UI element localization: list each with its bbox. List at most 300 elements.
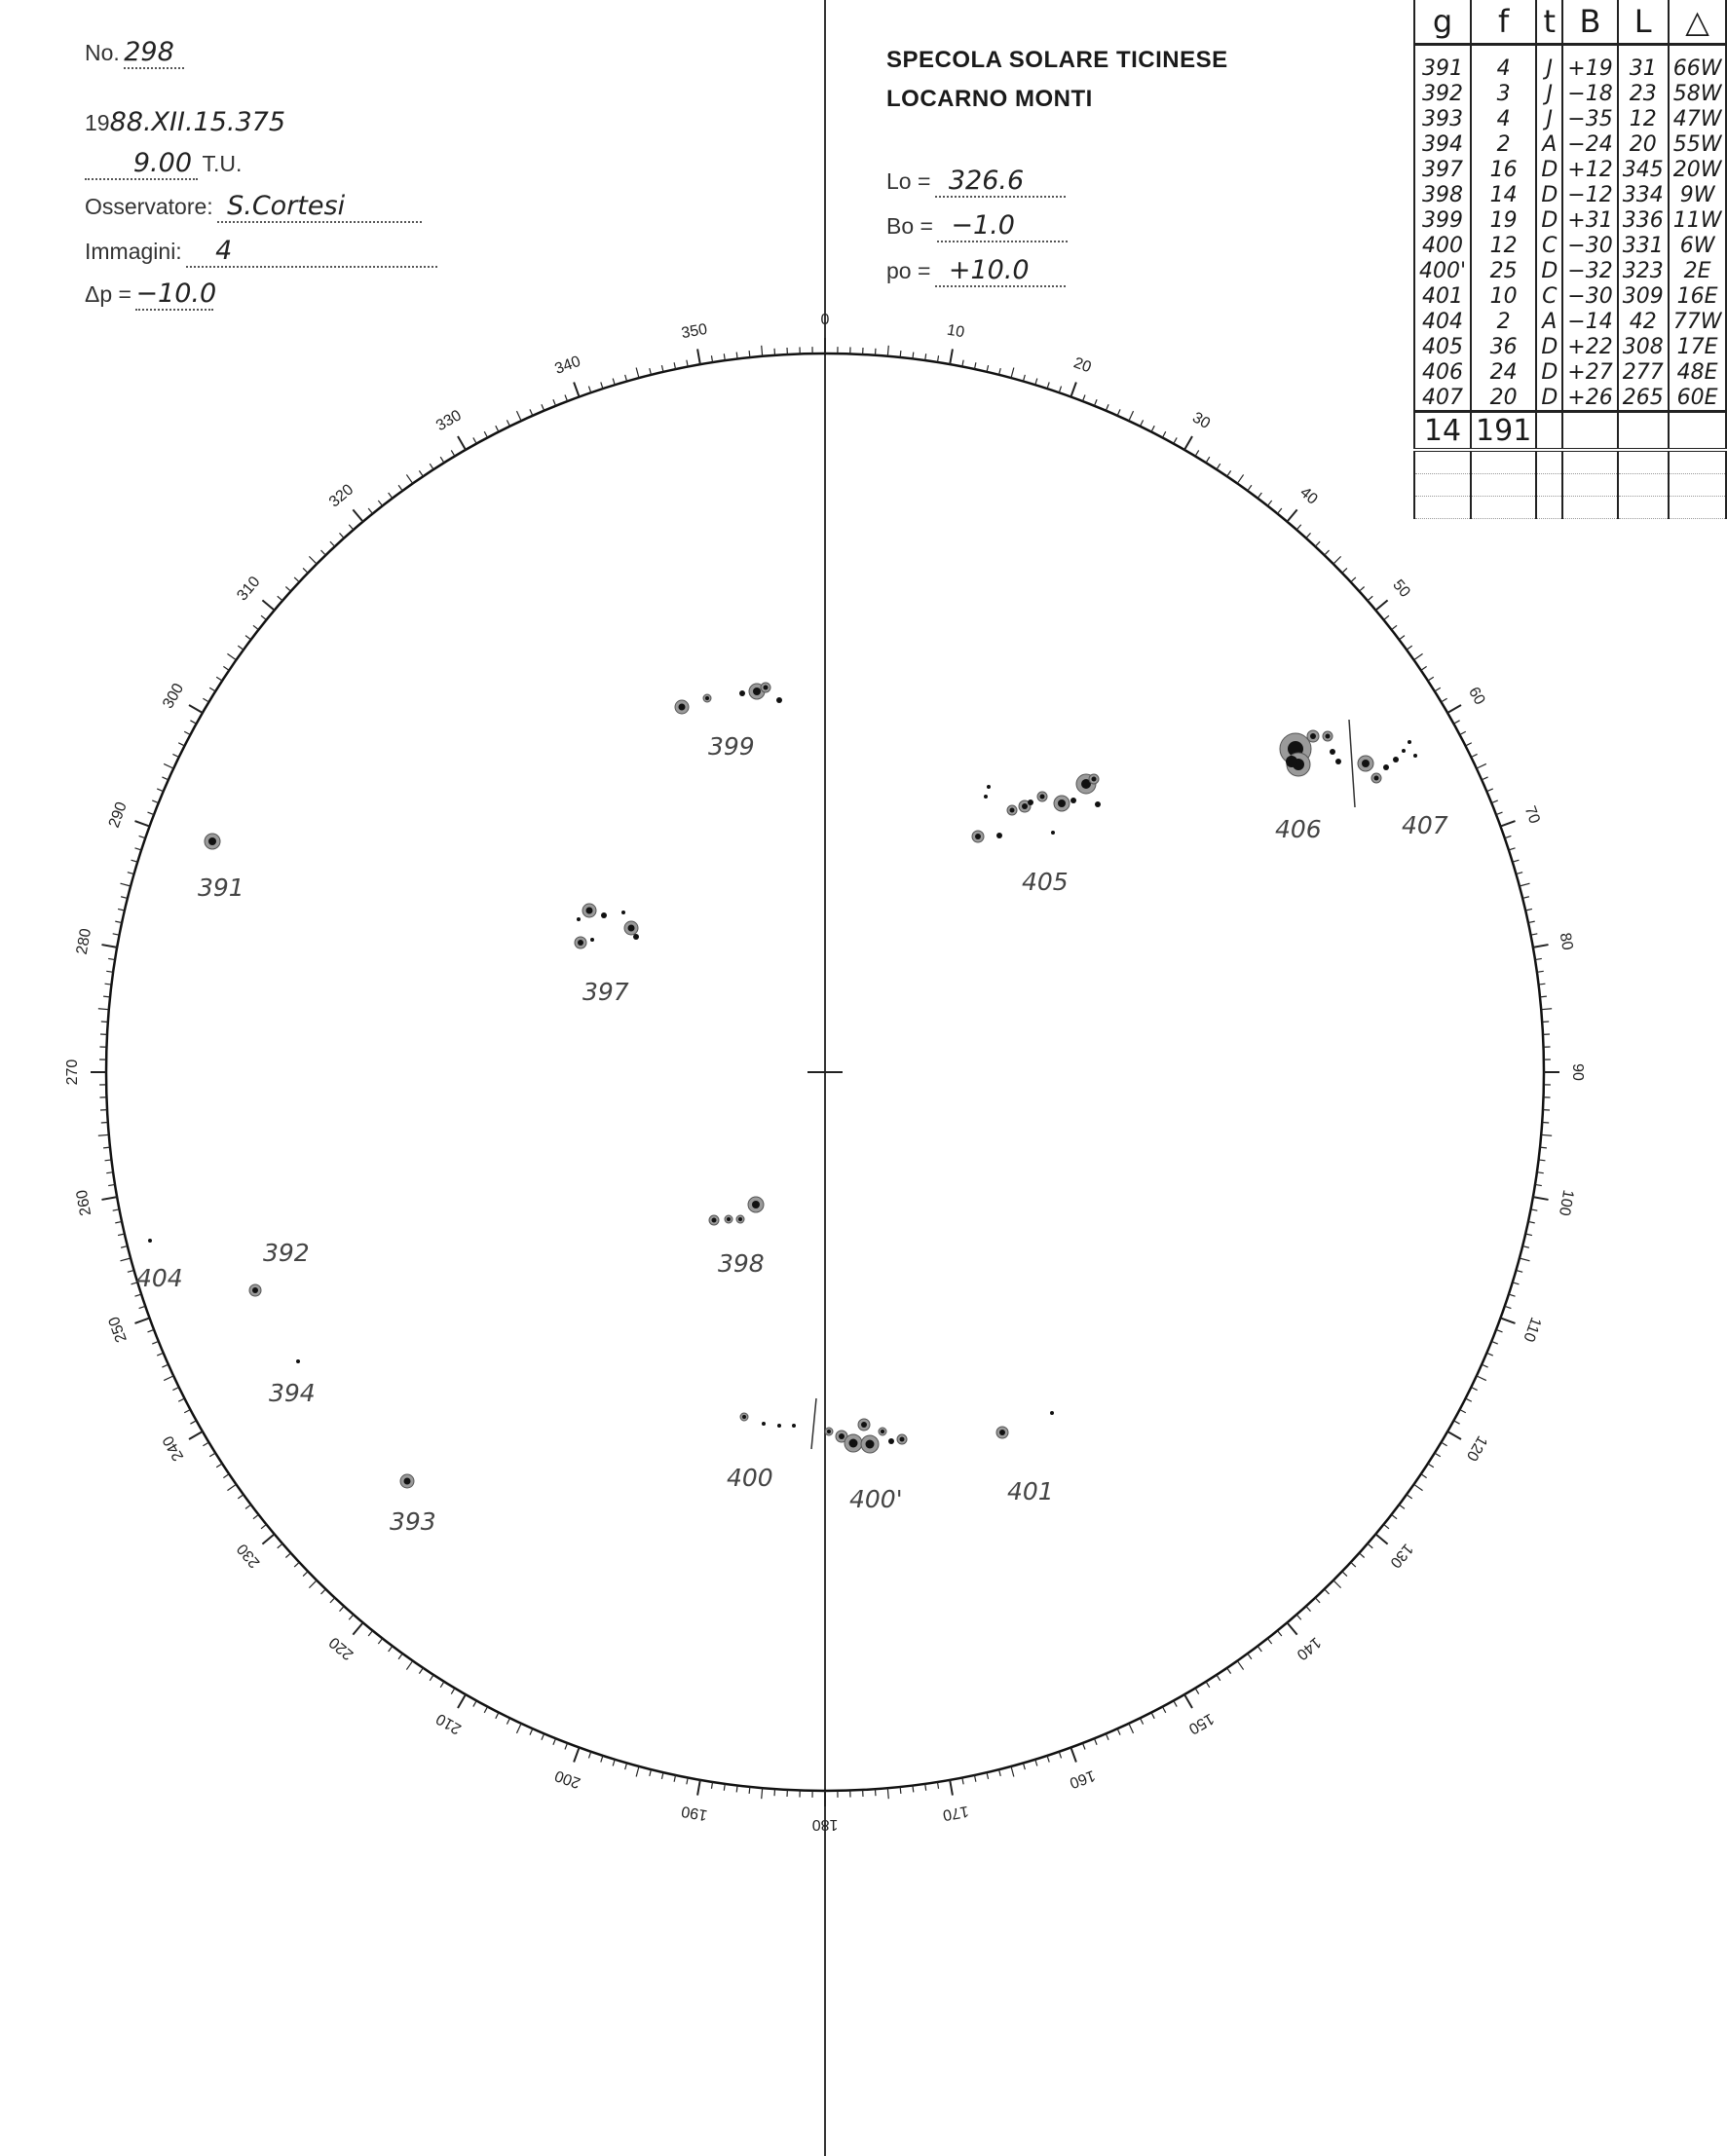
position-angle-tick: [1070, 382, 1075, 396]
position-angle-tick: [262, 600, 274, 610]
number-value: 298: [124, 37, 184, 69]
sunspot-umbra: [975, 834, 981, 839]
cell-delta: 9W: [1669, 182, 1727, 207]
position-angle-tick: [1296, 525, 1301, 530]
cell-b: −35: [1562, 106, 1617, 131]
position-angle-tick: [253, 625, 259, 629]
group-label-401: 401: [1007, 1477, 1054, 1505]
position-angle-tick: [190, 1421, 196, 1424]
sunspot-umbra: [252, 1287, 258, 1293]
p0-label: po =: [886, 258, 931, 283]
position-angle-tick: [1174, 437, 1177, 443]
position-angle-tick: [1392, 1514, 1398, 1518]
position-angle-tick: [1184, 436, 1192, 450]
position-angle-tick: [115, 921, 122, 922]
scale-label-180: 180: [811, 1815, 839, 1833]
position-angle-tick: [1522, 1246, 1529, 1248]
cell-f: 14: [1471, 182, 1536, 207]
position-angle-tick: [184, 731, 190, 734]
position-angle-tick: [1174, 1700, 1177, 1706]
position-angle-tick: [184, 1409, 190, 1412]
position-angle-tick: [736, 1785, 737, 1792]
position-angle-tick: [913, 1785, 914, 1792]
position-angle-tick: [1368, 1543, 1372, 1548]
position-angle-tick: [152, 800, 158, 803]
position-angle-tick: [1482, 777, 1487, 780]
cell-b: +22: [1562, 334, 1617, 359]
sunspot-dot: [1330, 749, 1335, 755]
sunspot-dot: [1335, 759, 1341, 764]
position-angle-tick: [1477, 1376, 1486, 1381]
position-angle-tick: [1496, 812, 1503, 815]
position-angle-tick: [588, 1752, 590, 1759]
scale-label-20: 20: [1070, 354, 1094, 377]
position-angle-tick: [496, 1713, 499, 1719]
position-angle-tick: [339, 533, 344, 538]
scale-label-220: 220: [325, 1633, 357, 1663]
position-angle-tick: [530, 409, 533, 415]
position-angle-tick: [1407, 1495, 1412, 1499]
position-angle-tick: [601, 1756, 603, 1763]
position-angle-tick: [507, 1718, 509, 1724]
cell-b: −32: [1562, 258, 1617, 283]
position-angle-tick: [339, 1606, 344, 1611]
cell-l: 277: [1618, 359, 1669, 385]
position-angle-tick: [1342, 1572, 1347, 1577]
cell-l: 265: [1618, 385, 1669, 412]
position-angle-tick: [162, 777, 168, 780]
position-angle-tick: [1082, 1743, 1085, 1750]
position-angle-tick: [1333, 556, 1341, 564]
position-angle-tick: [674, 1775, 675, 1782]
position-angle-tick: [1520, 883, 1530, 886]
position-angle-tick: [1520, 1258, 1530, 1261]
position-angle-tick: [1106, 404, 1108, 410]
position-angle-tick: [1035, 1760, 1037, 1766]
cell-f: 36: [1471, 334, 1536, 359]
position-angle-tick: [987, 365, 989, 372]
sunspot-umbra: [861, 1422, 867, 1428]
position-angle-tick: [516, 411, 521, 421]
position-angle-tick: [101, 1197, 117, 1200]
col-header-t: t: [1536, 0, 1562, 45]
col-header-delta: △: [1669, 0, 1727, 45]
position-angle-tick: [913, 353, 914, 359]
sunspot-dot: [601, 912, 607, 918]
group-divider-400: [811, 1398, 816, 1449]
position-angle-tick: [1306, 1606, 1311, 1611]
position-angle-tick: [1141, 1718, 1144, 1724]
position-angle-tick: [1466, 743, 1472, 746]
position-angle-tick: [430, 1675, 433, 1681]
position-angle-tick: [496, 426, 499, 431]
position-angle-tick: [172, 1388, 178, 1391]
institution-line1: SPECOLA SOLARE TICINESE: [886, 47, 1228, 73]
cell-g: 400': [1414, 258, 1471, 283]
sunspot-umbra: [586, 908, 593, 914]
scale-label-170: 170: [941, 1802, 970, 1824]
sunspot-umbra: [727, 1217, 731, 1221]
cell-b: −30: [1562, 233, 1617, 258]
position-angle-tick: [1442, 698, 1447, 702]
position-angle-tick: [285, 1553, 290, 1558]
sunspot-umbra: [1040, 795, 1045, 799]
group-label-399: 399: [708, 732, 755, 761]
cell-g: 391: [1414, 45, 1471, 82]
position-angle-tick: [507, 420, 509, 426]
position-angle-tick: [1509, 1294, 1516, 1296]
scale-label-120: 120: [1462, 1432, 1490, 1464]
position-angle-tick: [1540, 996, 1547, 997]
position-angle-tick: [105, 984, 112, 985]
cell-b: +26: [1562, 385, 1617, 412]
date-value: 88.XII.15.375: [109, 107, 286, 137]
sunspot-dot: [590, 938, 594, 942]
position-angle-tick: [134, 1318, 149, 1322]
cell-f: 20: [1471, 385, 1536, 412]
cell-delta: 11W: [1669, 207, 1727, 233]
observer-value: S.Cortesi: [217, 191, 422, 223]
position-angle-tick: [1217, 464, 1220, 469]
position-angle-tick: [115, 1221, 122, 1222]
position-angle-tick: [1528, 1221, 1535, 1222]
sunspot-dot: [1383, 764, 1389, 770]
cell-l: 23: [1618, 81, 1669, 106]
position-angle-tick: [1435, 688, 1441, 691]
sunspot-dot: [1028, 799, 1033, 805]
position-angle-tick: [121, 897, 128, 899]
position-angle-tick: [209, 688, 215, 691]
position-angle-tick: [1505, 836, 1512, 837]
cell-t: D: [1536, 182, 1562, 207]
cell-t: C: [1536, 233, 1562, 258]
position-angle-tick: [378, 1639, 382, 1645]
position-angle-tick: [1277, 1631, 1281, 1636]
position-angle-tick: [103, 996, 110, 997]
position-angle-tick: [1059, 387, 1061, 393]
position-angle-tick: [1533, 945, 1549, 948]
group-divider-406: [1349, 720, 1355, 807]
position-angle-tick: [1435, 1453, 1441, 1457]
position-angle-tick: [1129, 1724, 1134, 1733]
cell-f: 3: [1471, 81, 1536, 106]
position-angle-tick: [253, 1514, 259, 1518]
sunspot-umbra: [1092, 777, 1097, 782]
number-label: No.: [85, 40, 120, 65]
cell-delta: 48E: [1669, 359, 1727, 385]
position-angle-tick: [458, 1694, 466, 1708]
cell-g: 392: [1414, 81, 1471, 106]
position-angle-tick: [1151, 1713, 1154, 1719]
position-angle-tick: [294, 1562, 299, 1567]
cell-f: 4: [1471, 106, 1536, 131]
position-angle-tick: [147, 1329, 154, 1332]
position-angle-tick: [1453, 721, 1459, 724]
cell-l: 334: [1618, 182, 1669, 207]
position-angle-tick: [1117, 409, 1120, 415]
position-angle-tick: [1059, 1752, 1061, 1759]
sunspot-dot: [792, 1424, 796, 1428]
position-angle-tick: [349, 1615, 354, 1619]
position-angle-tick: [1227, 470, 1231, 476]
position-angle-tick: [245, 636, 251, 640]
position-angle-tick: [1500, 1318, 1515, 1322]
position-angle-tick: [1505, 1306, 1512, 1308]
position-angle-tick: [216, 677, 222, 681]
sunspot-dot: [1408, 740, 1411, 744]
sunspot-umbra: [705, 696, 709, 700]
position-angle-tick: [227, 1484, 236, 1490]
cell-l: 31: [1618, 45, 1669, 82]
position-angle-tick: [178, 743, 184, 746]
cell-g: 407: [1414, 385, 1471, 412]
sunspot-umbra: [839, 1433, 845, 1439]
position-angle-tick: [419, 470, 423, 476]
position-angle-tick: [473, 1700, 476, 1706]
group-label-400b: 400': [849, 1485, 903, 1513]
sunspot-umbra: [866, 1440, 875, 1449]
b0-value: −1.0: [937, 210, 1068, 242]
position-angle-tick: [1162, 1707, 1165, 1713]
cell-delta: 60E: [1669, 385, 1727, 412]
scale-label-50: 50: [1389, 576, 1413, 601]
cell-l: 308: [1618, 334, 1669, 359]
position-angle-tick: [1237, 1661, 1243, 1670]
group-label-406: 406: [1275, 815, 1322, 843]
position-angle-tick: [406, 1661, 412, 1670]
position-angle-tick: [440, 1682, 444, 1688]
cell-t: A: [1536, 309, 1562, 334]
position-angle-tick: [1399, 1505, 1405, 1508]
position-angle-tick: [1351, 1562, 1356, 1567]
position-angle-tick: [1195, 1689, 1199, 1694]
position-angle-tick: [1248, 1654, 1252, 1659]
cell-g: 404: [1414, 309, 1471, 334]
cell-t: J: [1536, 81, 1562, 106]
sunspot-umbra: [628, 925, 635, 932]
position-angle-tick: [320, 1589, 325, 1594]
sunspot-umbra: [738, 1217, 742, 1221]
group-label-407: 407: [1402, 811, 1448, 839]
cell-f: 25: [1471, 258, 1536, 283]
position-angle-tick: [1368, 596, 1372, 601]
position-angle-tick: [697, 1780, 700, 1796]
position-angle-tick: [157, 789, 163, 792]
scale-label-90: 90: [1568, 1063, 1586, 1081]
scale-label-300: 300: [160, 681, 188, 712]
position-angle-tick: [661, 365, 663, 372]
position-angle-tick: [1141, 420, 1144, 426]
position-angle-tick: [484, 431, 487, 437]
cell-l: 336: [1618, 207, 1669, 233]
position-angle-tick: [303, 1572, 308, 1577]
total-spots: 191: [1471, 412, 1536, 451]
cell-b: −12: [1562, 182, 1617, 207]
position-angle-tick: [245, 1505, 251, 1508]
cell-delta: 16E: [1669, 283, 1727, 309]
position-angle-tick: [139, 1306, 146, 1308]
group-label-391: 391: [198, 874, 244, 902]
position-angle-tick: [516, 1724, 521, 1733]
position-angle-tick: [636, 368, 639, 379]
position-angle-tick: [1359, 586, 1364, 591]
scale-label-40: 40: [1296, 484, 1321, 508]
col-header-b: B: [1562, 0, 1617, 45]
cell-l: 309: [1618, 283, 1669, 309]
scale-label-330: 330: [433, 407, 465, 435]
position-angle-tick: [1094, 1738, 1097, 1744]
position-angle-tick: [134, 1294, 141, 1296]
position-angle-tick: [1460, 731, 1466, 734]
position-angle-tick: [1325, 550, 1330, 555]
sunspot-dot: [984, 795, 988, 799]
position-angle-tick: [736, 353, 737, 359]
position-angle-tick: [1094, 399, 1097, 405]
position-angle-tick: [157, 1353, 163, 1356]
position-angle-tick: [178, 1398, 184, 1401]
position-angle-tick: [118, 1234, 125, 1236]
time-value: 9.00: [85, 148, 198, 180]
position-angle-tick: [553, 399, 556, 405]
cell-l: 42: [1618, 309, 1669, 334]
position-angle-tick: [636, 1766, 639, 1777]
position-angle-tick: [900, 1787, 901, 1794]
scale-label-30: 30: [1189, 409, 1214, 433]
sunspot-umbra: [827, 1430, 831, 1433]
cell-t: D: [1536, 207, 1562, 233]
scale-label-190: 190: [680, 1802, 709, 1824]
total-groups: 14: [1414, 412, 1471, 451]
position-angle-tick: [1359, 1553, 1364, 1558]
scale-label-210: 210: [433, 1709, 465, 1737]
position-angle-tick: [309, 556, 317, 564]
cell-t: D: [1536, 385, 1562, 412]
position-angle-tick: [261, 1524, 266, 1528]
position-angle-tick: [1151, 426, 1154, 431]
sunspot-umbra: [849, 1439, 858, 1448]
position-angle-tick: [1399, 636, 1405, 640]
position-angle-tick: [238, 1495, 244, 1499]
position-angle-tick: [98, 1134, 109, 1135]
position-angle-tick: [1287, 1622, 1296, 1634]
observer-label: Osservatore:: [85, 194, 213, 219]
position-angle-tick: [378, 501, 382, 506]
sunspot-dot: [987, 785, 991, 789]
position-angle-tick: [209, 1453, 215, 1457]
position-angle-tick: [900, 351, 901, 357]
sunspot-umbra: [1310, 733, 1316, 739]
scale-label-280: 280: [73, 927, 95, 956]
position-angle-tick: [530, 1729, 533, 1734]
cell-delta: 47W: [1669, 106, 1727, 131]
position-angle-tick: [1525, 1234, 1532, 1236]
l0-label: Lo =: [886, 168, 931, 194]
position-angle-tick: [398, 485, 402, 491]
cell-f: 2: [1471, 131, 1536, 157]
position-angle-tick: [1333, 1580, 1341, 1588]
position-angle-tick: [1011, 368, 1014, 379]
cell-t: D: [1536, 157, 1562, 182]
position-angle-tick: [320, 550, 325, 555]
date-prefix: 19: [85, 110, 110, 135]
position-angle-tick: [1206, 1682, 1210, 1688]
position-angle-tick: [1129, 411, 1134, 421]
position-angle-tick: [1453, 1421, 1459, 1424]
position-angle-tick: [353, 1622, 362, 1634]
position-angle-tick: [1392, 625, 1398, 629]
position-angle-tick: [697, 349, 700, 364]
position-angle-tick: [1277, 508, 1281, 513]
sunspot-umbra: [1362, 760, 1370, 767]
cell-g: 397: [1414, 157, 1471, 182]
position-angle-tick: [1428, 1464, 1434, 1468]
position-angle-tick: [674, 362, 675, 369]
position-angle-tick: [139, 836, 146, 837]
sunspot-umbra: [578, 940, 583, 946]
position-angle-tick: [458, 436, 466, 450]
cell-b: +12: [1562, 157, 1617, 182]
cell-delta: 77W: [1669, 309, 1727, 334]
group-label-405: 405: [1022, 868, 1069, 896]
position-angle-tick: [189, 705, 203, 713]
cell-t: A: [1536, 131, 1562, 157]
position-angle-tick: [152, 1341, 158, 1344]
position-angle-tick: [1541, 1009, 1552, 1010]
position-angle-tick: [1296, 1615, 1301, 1619]
scale-label-130: 130: [1386, 1540, 1416, 1572]
position-angle-tick: [1460, 1409, 1466, 1412]
position-angle-tick: [1421, 1474, 1427, 1478]
position-angle-tick: [1375, 600, 1387, 610]
col-header-l: L: [1618, 0, 1669, 45]
position-angle-tick: [262, 1534, 274, 1543]
sunspot-dot: [739, 690, 745, 696]
scale-label-350: 350: [680, 320, 709, 343]
position-angle-tick: [1258, 493, 1261, 499]
cell-delta: 2E: [1669, 258, 1727, 283]
position-angle-tick: [285, 586, 290, 591]
position-angle-tick: [484, 1707, 487, 1713]
position-angle-tick: [1522, 897, 1529, 899]
position-angle-tick: [261, 615, 266, 619]
position-angle-tick: [353, 509, 362, 521]
cell-b: −30: [1562, 283, 1617, 309]
position-angle-tick: [1267, 501, 1271, 506]
position-angle-tick: [1375, 1534, 1387, 1543]
cell-b: −14: [1562, 309, 1617, 334]
cell-g: 399: [1414, 207, 1471, 233]
cell-t: D: [1536, 334, 1562, 359]
position-angle-tick: [406, 474, 412, 483]
position-angle-tick: [749, 1787, 750, 1794]
position-angle-tick: [1287, 509, 1296, 521]
position-angle-tick: [134, 821, 149, 826]
sunspot-umbra: [764, 686, 769, 690]
scale-label-80: 80: [1556, 931, 1576, 952]
sunspot-dot: [1413, 754, 1417, 758]
cell-b: +27: [1562, 359, 1617, 385]
scale-label-250: 250: [105, 1314, 131, 1345]
group-label-394: 394: [269, 1379, 316, 1407]
position-angle-tick: [553, 1738, 556, 1744]
position-angle-tick: [1082, 394, 1085, 401]
position-angle-tick: [121, 883, 131, 886]
scale-label-260: 260: [73, 1188, 95, 1217]
position-angle-tick: [1414, 1484, 1423, 1490]
position-angle-tick: [1414, 653, 1423, 659]
position-angle-tick: [762, 346, 763, 356]
sunspot-umbra: [900, 1437, 905, 1442]
